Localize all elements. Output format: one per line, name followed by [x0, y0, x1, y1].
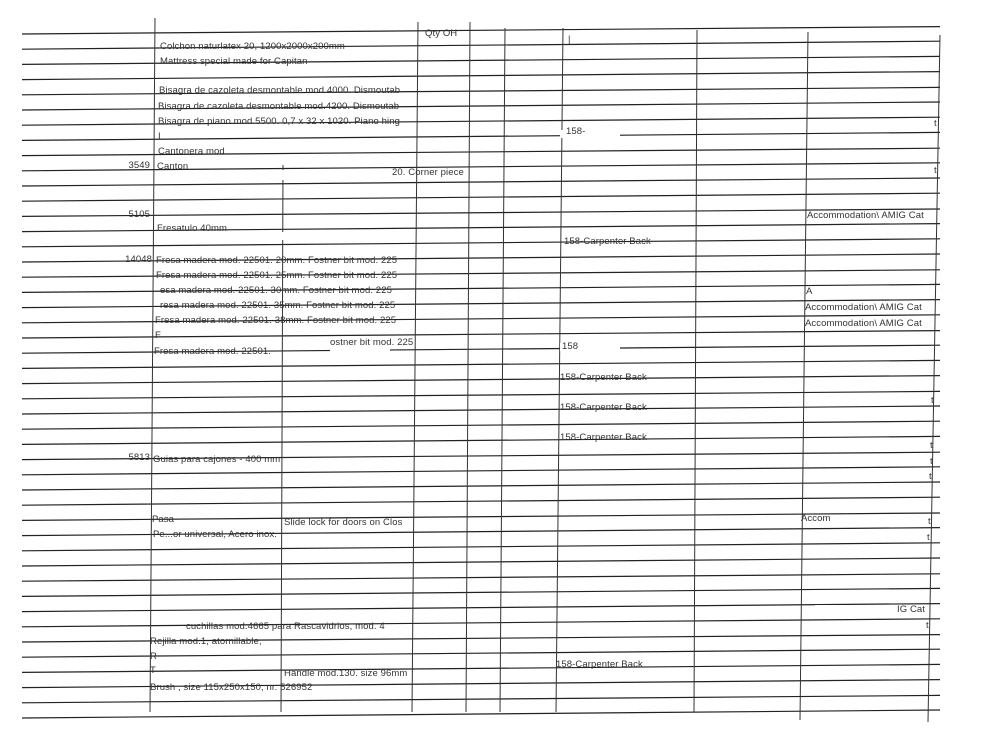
row-desc: I	[158, 131, 161, 142]
edge-mark: t	[927, 532, 930, 543]
edge-mark: t	[931, 395, 934, 406]
table-rule	[22, 710, 940, 718]
row-desc: Bisagra de piano mod.5500. 0,7 x 32 x 1020. Piano hing	[158, 116, 401, 127]
row-desc-en: Handle mod.130. size 96mm	[284, 668, 408, 679]
row-department: IG Cat	[897, 604, 926, 615]
row-department: Accom	[801, 513, 831, 524]
row-category: 158	[562, 341, 579, 352]
edge-mark: t	[930, 440, 933, 451]
row-desc: Fresa madera mod. 22501. 38mm. Fostner bit mod. 225	[155, 315, 397, 326]
table-rule	[22, 588, 940, 596]
column-rule	[500, 28, 505, 712]
row-desc-en: Slide lock for doors on Clos	[284, 517, 403, 528]
table-rule	[22, 695, 940, 702]
column-rule	[694, 30, 697, 712]
row-desc-en: ostner bit mod. 225	[330, 337, 414, 348]
row-desc: Fresa madera mod. 22501. 25mm. Fostner bit mod. 225	[156, 270, 398, 281]
table-rule	[22, 406, 940, 414]
table-rule	[22, 664, 940, 672]
scan-blank-area	[815, 605, 900, 613]
table-rule	[22, 574, 940, 581]
table-rule	[22, 604, 940, 612]
row-desc: Pe...or universal, Acero inox.	[153, 529, 277, 540]
edge-mark: t	[928, 516, 931, 527]
edge-mark: t	[930, 456, 933, 467]
row-desc: T	[150, 665, 156, 676]
scan-blank-area	[890, 276, 930, 284]
row-desc: esa madera mod. 22501. 30mm. Fostner bit mod. 225	[160, 285, 392, 296]
row-department: Accommodation\ AMIG Cat	[805, 302, 922, 313]
row-category: 158-Carpenter Back	[560, 372, 647, 383]
table-rule	[22, 193, 940, 201]
row-desc: cuchillas mod.4665 para Rascavidrios, mod. 4	[186, 621, 385, 632]
column-rule	[800, 32, 808, 720]
row-desc: Colchon naturlatex 20, 1200x2000x200mm	[160, 41, 345, 52]
table-rule	[22, 72, 940, 80]
row-desc: Cantonera mod	[158, 146, 225, 157]
row-desc: Bisagra de cazoleta desmontable mod.4000. Dismoutab	[159, 85, 401, 96]
edge-mark: t	[934, 165, 937, 176]
table-rule	[22, 27, 940, 34]
row-category: 158-	[566, 126, 586, 137]
row-category: 158-Carpenter Back	[564, 236, 651, 247]
row-department: Accommodation\ AMIG Cat	[807, 210, 924, 221]
row-desc: Mattress special made for Capitan	[160, 56, 308, 67]
row-category: 158-Carpenter Back	[560, 432, 647, 443]
table-rule	[22, 178, 940, 186]
table-rule	[22, 421, 940, 429]
row-desc-en: 20. Corner piece	[392, 167, 464, 178]
column-rule	[150, 18, 155, 712]
edge-mark: t	[926, 620, 929, 631]
row-desc: Guias para cajones - 400 mm	[153, 454, 281, 465]
table-rule	[22, 467, 940, 475]
scan-blank-area	[190, 170, 380, 180]
row-desc: Pasa	[152, 514, 175, 525]
table-rule	[22, 649, 940, 657]
row-desc: Fresa madera mod. 22501.	[154, 346, 271, 357]
row-desc: R	[150, 651, 157, 662]
edge-mark: t	[934, 118, 937, 129]
row-department: A	[806, 286, 813, 297]
qty-on-hand-header: Qty OH	[425, 28, 458, 39]
column-rule	[466, 22, 470, 712]
table-rule	[22, 391, 940, 398]
table-rule	[22, 239, 940, 247]
table-rule	[22, 376, 940, 384]
row-desc: resa madera mod. 22501. 35mm. Fostner bit mod. 225	[160, 300, 396, 311]
header-mark: |	[568, 34, 571, 45]
row-item-id: 5813	[128, 452, 150, 463]
row-item-id: 3549	[128, 160, 150, 171]
table-rule	[22, 619, 940, 627]
table-rule	[22, 360, 940, 368]
row-desc: Fresatulo 40mm	[157, 223, 228, 234]
table-rule	[22, 436, 940, 444]
row-item-id: 14048	[125, 254, 152, 265]
row-desc: Bisagra de cazoleta desmontable mod.4200. Dismoutab	[158, 101, 400, 112]
row-category: 158-Carpenter Back	[556, 659, 643, 670]
row-category: 158-Carpenter Back	[560, 402, 647, 413]
row-desc: Rejilla mod.1, atornillable,	[150, 636, 262, 647]
table-rule	[22, 209, 940, 216]
row-desc: F	[155, 330, 161, 341]
row-item-id: 5105	[128, 209, 150, 220]
row-department: Accommodation\ AMIG Cat	[805, 318, 922, 329]
row-desc: Canton	[157, 161, 189, 172]
row-desc: Fresa madera mod. 22501. 20mm. Fostner bit mod. 225	[156, 255, 398, 266]
row-desc: Brush , size 115x250x150, nr. 526952	[150, 682, 313, 693]
edge-mark: t	[929, 471, 932, 482]
